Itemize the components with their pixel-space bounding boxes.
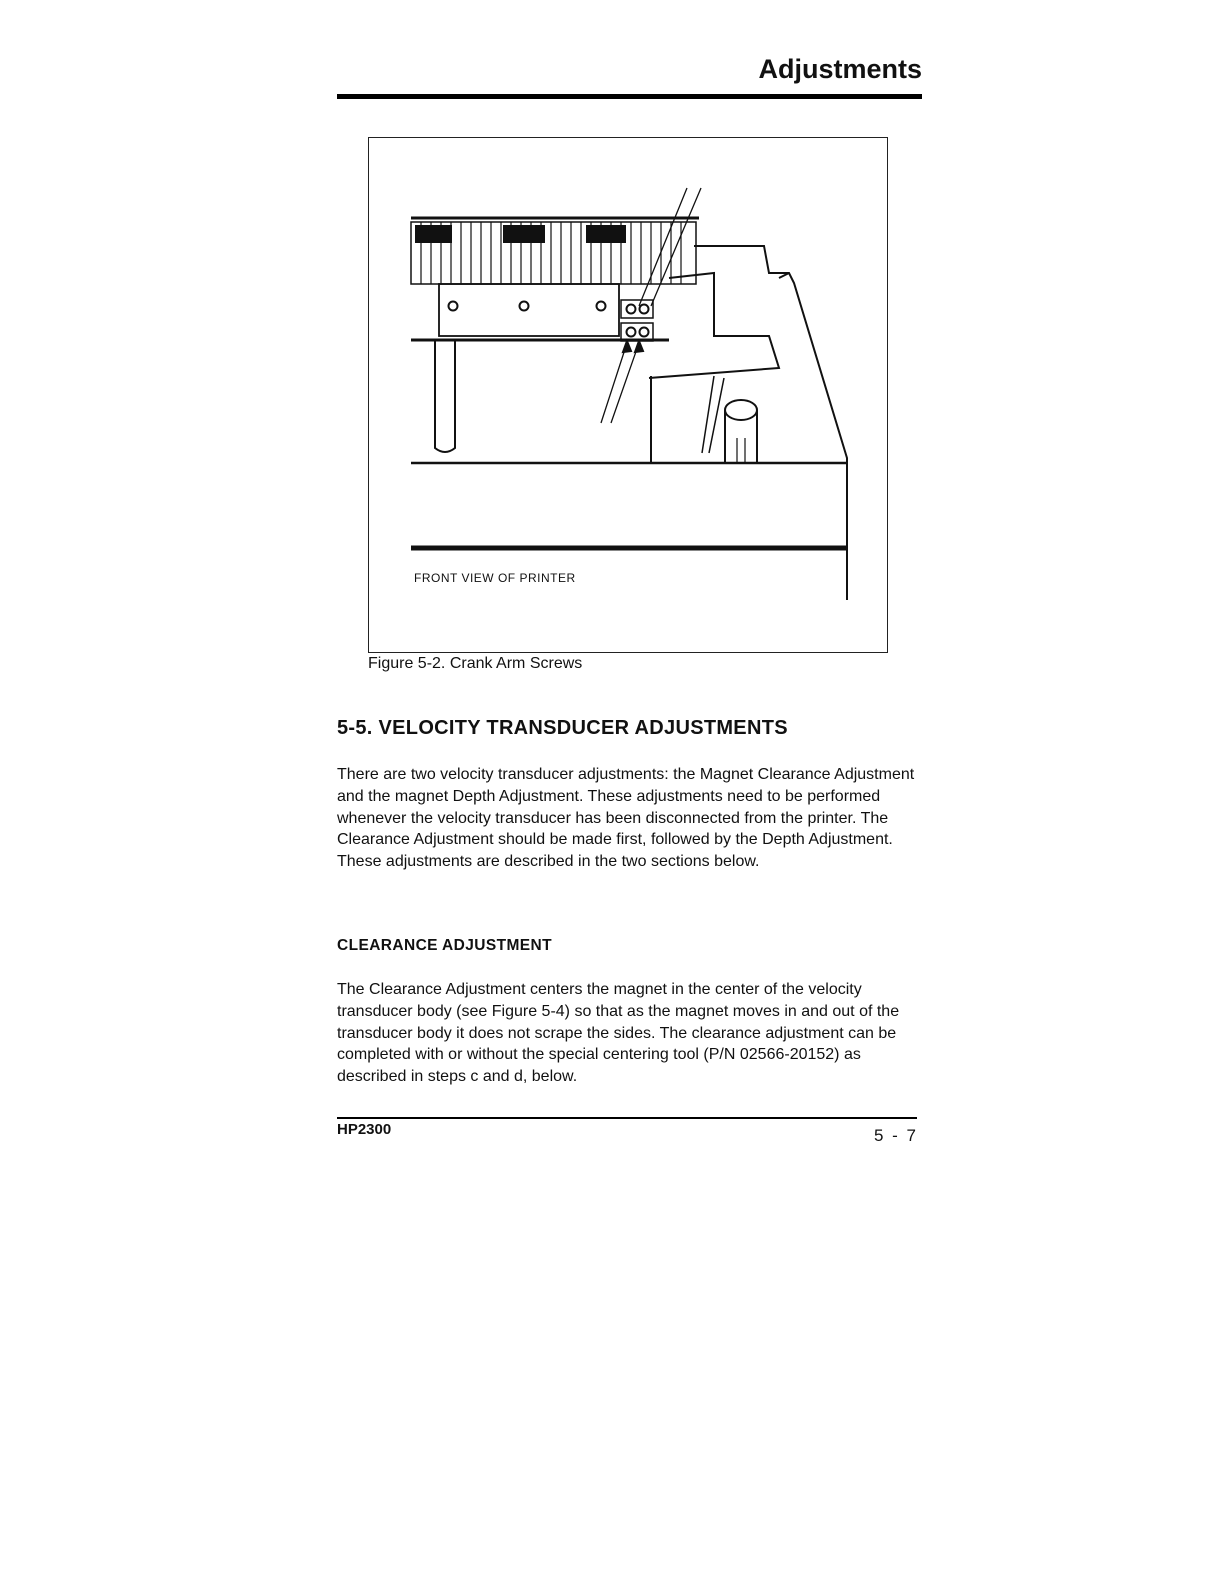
figure-frame xyxy=(368,137,888,653)
subsection-paragraph: The Clearance Adjustment centers the magnet in the center of the velocity transducer body (see Figure 5-4) so that as the magnet moves in and out of the transducer body it does not scrape the sides. The clearance adjustment can be completed with or without the special centering tool (P/N 02566-20152) as described in steps c and d, below. xyxy=(337,981,900,1086)
footer-product-name: HP2300 xyxy=(337,1121,392,1138)
figure-caption: Figure 5-2. Crank Arm Screws xyxy=(368,655,583,672)
section-paragraph: There are two velocity transducer adjustments: the Magnet Clearance Adjustment and the magnet Depth Adjustment. These adjustments need to be performed whenever the velocity transducer has been disconnected from the printer. The Clearance Adjustment should be made first, followed by the Depth Adjustment. These adjustments are described in the two sections below. xyxy=(337,766,915,871)
figure-label: FRONT VIEW OF PRINTER xyxy=(414,571,576,585)
page-title: Adjustments xyxy=(758,54,922,84)
page-number: 5 - 7 xyxy=(873,1126,918,1145)
section-heading: 5-5. VELOCITY TRANSDUCER ADJUSTMENTS xyxy=(337,717,788,739)
footer-rule xyxy=(337,1117,917,1119)
subsection-heading: CLEARANCE ADJUSTMENT xyxy=(337,937,552,954)
header-rule xyxy=(337,94,922,99)
